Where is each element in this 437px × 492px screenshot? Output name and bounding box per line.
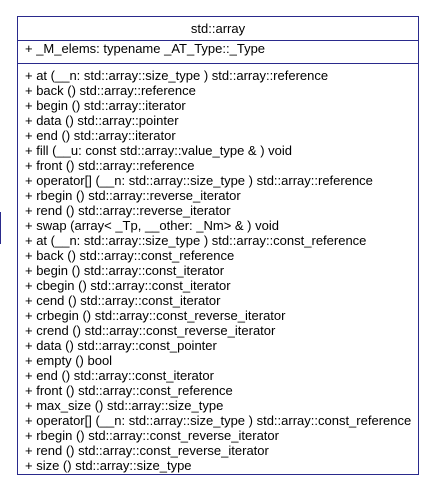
uml-class-box — [17, 16, 419, 475]
method-front-const: + front () std::array::const_reference — [25, 383, 233, 398]
method-front: + front () std::array::reference — [25, 158, 195, 173]
method-rbegin-const: + rbegin () std::array::const_reverse_iterator — [25, 428, 279, 443]
method-section — [18, 64, 418, 473]
method-empty: + empty () bool — [25, 353, 113, 368]
method-at-const: + at (__n: std::array::size_type ) std::array::const_reference — [25, 233, 367, 248]
method-rbegin: + rbegin () std::array::reverse_iterator — [25, 188, 241, 203]
method-rend: + rend () std::array::reverse_iterator — [25, 203, 231, 218]
left-edge-marker — [0, 212, 1, 244]
class-name: std::array — [18, 17, 418, 41]
method-operator-index: + operator[] (__n: std::array::size_type ) std::array::reference — [25, 173, 373, 188]
method-back: + back () std::array::reference — [25, 83, 196, 98]
method-fill: + fill (__u: const std::array::value_type & ) void — [25, 143, 292, 158]
method-crbegin: + crbegin () std::array::const_reverse_iterator — [25, 308, 286, 323]
method-cend: + cend () std::array::const_iterator — [25, 293, 221, 308]
method-crend: + crend () std::array::const_reverse_iterator — [25, 323, 276, 338]
method-cbegin: + cbegin () std::array::const_iterator — [25, 278, 231, 293]
method-begin: + begin () std::array::iterator — [25, 98, 186, 113]
method-size: + size () std::array::size_type — [25, 458, 192, 473]
method-rend-const: + rend () std::array::const_reverse_iterator — [25, 443, 269, 458]
method-begin-const: + begin () std::array::const_iterator — [25, 263, 225, 278]
method-at: + at (__n: std::array::size_type ) std::array::reference — [25, 68, 329, 83]
method-end-const: + end () std::array::const_iterator — [25, 368, 214, 383]
method-data: + data () std::array::pointer — [25, 113, 179, 128]
method-back-const: + back () std::array::const_reference — [25, 248, 235, 263]
method-end: + end () std::array::iterator — [25, 128, 176, 143]
attribute-m-elems: + _M_elems: typename _AT_Type::_Type — [25, 41, 266, 56]
attribute-section — [18, 41, 418, 64]
method-swap: + swap (array< _Tp, __other: _Nm> & ) void — [25, 218, 279, 233]
method-data-const: + data () std::array::const_pointer — [25, 338, 217, 353]
method-max-size: + max_size () std::array::size_type — [25, 398, 224, 413]
method-operator-index-const: + operator[] (__n: std::array::size_type ) std::array::const_reference — [25, 413, 412, 428]
